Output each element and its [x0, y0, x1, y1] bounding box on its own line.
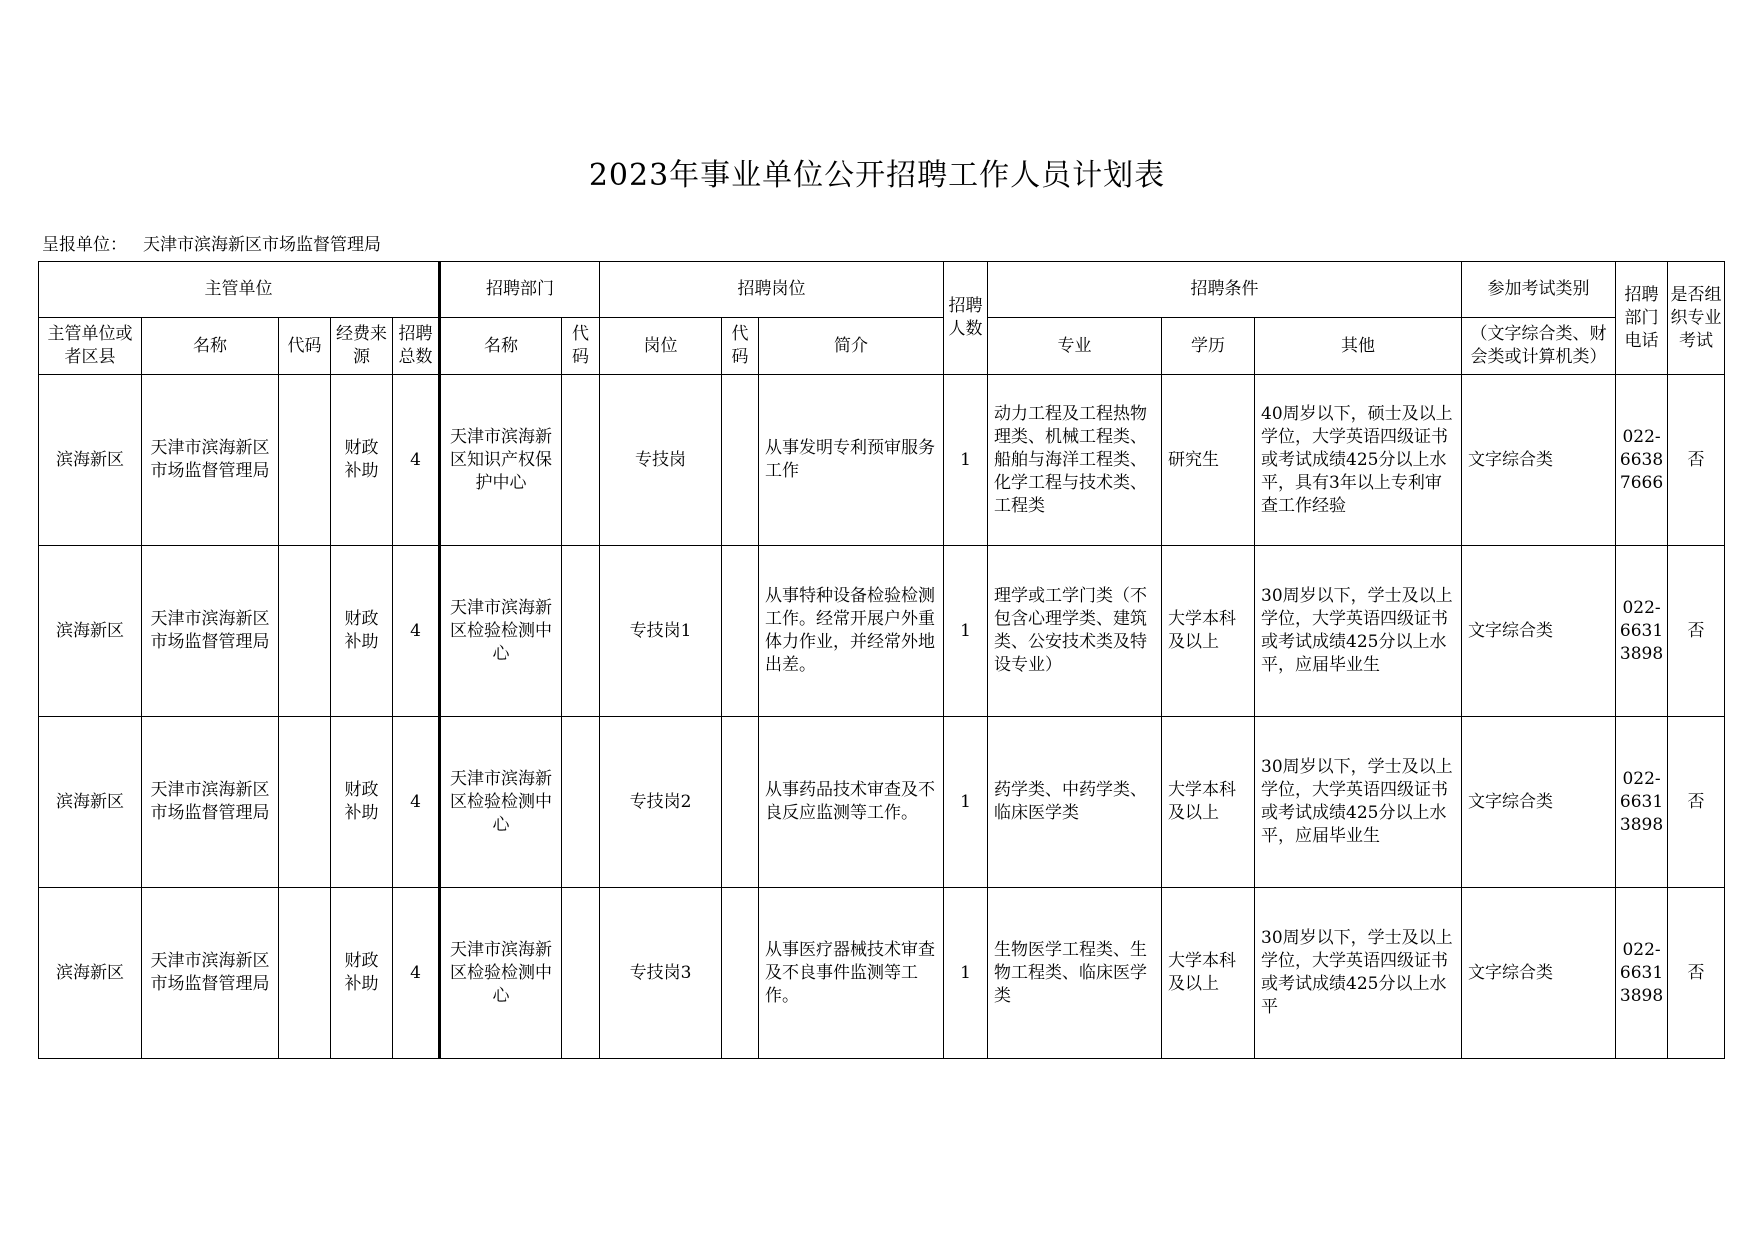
header-position-code: 代码: [722, 318, 759, 375]
header-funding-source: 经费来源: [331, 318, 393, 375]
cell-district: 滨海新区: [39, 717, 142, 888]
cell-supervisor-name: 天津市滨海新区市场监督管理局: [142, 375, 279, 546]
cell-supervisor-name: 天津市滨海新区市场监督管理局: [142, 546, 279, 717]
header-position-intro: 简介: [759, 318, 944, 375]
cell-exam: 文字综合类: [1462, 888, 1616, 1059]
cell-organize: 否: [1668, 375, 1725, 546]
header-other-conditions: 其他: [1255, 318, 1462, 375]
header-dept-phone: 招聘部门电话: [1616, 262, 1668, 375]
cell-major: 生物医学工程类、生物工程类、临床医学类: [988, 888, 1162, 1059]
table-row: [39, 717, 1725, 888]
cell-intro: 从事发明专利预审服务工作: [759, 375, 944, 546]
cell-funding: 财政补助: [331, 717, 393, 888]
cell-organize: 否: [1668, 717, 1725, 888]
cell-dept-code: [562, 888, 600, 1059]
cell-intro: 从事药品技术审查及不良反应监测等工作。: [759, 717, 944, 888]
table-row: [39, 888, 1725, 1059]
cell-other: 30周岁以下，学士及以上学位，大学英语四级证书或考试成绩425分以上水平，应届毕业生: [1255, 546, 1462, 717]
cell-other: 30周岁以下，学士及以上学位，大学英语四级证书或考试成绩425分以上水平: [1255, 888, 1462, 1059]
header-recruit-conditions: 招聘条件: [988, 262, 1462, 318]
cell-funding: 财政补助: [331, 375, 393, 546]
cell-supervisor-code: [279, 375, 331, 546]
cell-education: 大学本科及以上: [1162, 717, 1255, 888]
cell-position: 专技岗2: [600, 717, 722, 888]
cell-organize: 否: [1668, 546, 1725, 717]
cell-supervisor-code: [279, 717, 331, 888]
cell-total: 4: [393, 546, 440, 717]
cell-position-code: [722, 375, 759, 546]
cell-funding: 财政补助: [331, 546, 393, 717]
cell-organize: 否: [1668, 888, 1725, 1059]
reporting-unit: [42, 230, 381, 255]
cell-other: 40周岁以下，硕士及以上学位，大学英语四级证书或考试成绩425分以上水平，具有3年以上专利审查工作经验: [1255, 375, 1462, 546]
header-total-recruits: 招聘总数: [393, 318, 440, 375]
cell-district: 滨海新区: [39, 888, 142, 1059]
cell-phone: 022-66313898: [1616, 546, 1668, 717]
cell-major: 动力工程及工程热物理类、机械工程类、船舶与海洋工程类、化学工程与技术类、工程类: [988, 375, 1162, 546]
cell-exam: 文字综合类: [1462, 717, 1616, 888]
cell-dept-name: 天津市滨海新区知识产权保护中心: [440, 375, 562, 546]
exam-note-text: （文字综合类、财会类或计算机类）: [1470, 324, 1607, 367]
header-major: 专业: [988, 318, 1162, 375]
cell-major: 药学类、中药学类、临床医学类: [988, 717, 1162, 888]
cell-supervisor-code: [279, 888, 331, 1059]
header-dept-code: 代码: [562, 318, 600, 375]
cell-count: 1: [944, 717, 988, 888]
cell-position: 专技岗3: [600, 888, 722, 1059]
cell-supervisor-name: 天津市滨海新区市场监督管理局: [142, 888, 279, 1059]
cell-phone: 022-66313898: [1616, 717, 1668, 888]
cell-count: 1: [944, 375, 988, 546]
cell-position-code: [722, 546, 759, 717]
cell-supervisor-code: [279, 546, 331, 717]
cell-exam: 文字综合类: [1462, 546, 1616, 717]
header-education: 学历: [1162, 318, 1255, 375]
header-exam-note: [1462, 318, 1616, 375]
cell-total: 4: [393, 717, 440, 888]
header-recruiting-position: 招聘岗位: [600, 262, 944, 318]
cell-count: 1: [944, 888, 988, 1059]
cell-total: 4: [393, 375, 440, 546]
cell-count: 1: [944, 546, 988, 717]
cell-dept-name: 天津市滨海新区检验检测中心: [440, 888, 562, 1059]
header-recruiting-dept: 招聘部门: [440, 262, 600, 318]
cell-dept-name: 天津市滨海新区检验检测中心: [440, 717, 562, 888]
cell-education: 大学本科及以上: [1162, 888, 1255, 1059]
header-supervisor-name: 名称: [142, 318, 279, 375]
table-row: [39, 375, 1725, 546]
reporting-unit-value: 天津市滨海新区市场监督管理局: [143, 235, 381, 255]
cell-dept-code: [562, 375, 600, 546]
cell-exam: 文字综合类: [1462, 375, 1616, 546]
cell-phone: 022-66313898: [1616, 888, 1668, 1059]
header-supervisor-unit: 主管单位: [39, 262, 440, 318]
reporting-unit-label: 呈报单位：: [42, 235, 127, 255]
cell-position-code: [722, 888, 759, 1059]
cell-position: 专技岗1: [600, 546, 722, 717]
header-organize-exam: 是否组织专业考试: [1668, 262, 1725, 375]
cell-dept-name: 天津市滨海新区检验检测中心: [440, 546, 562, 717]
cell-other: 30周岁以下，学士及以上学位，大学英语四级证书或考试成绩425分以上水平，应届毕业生: [1255, 717, 1462, 888]
cell-dept-code: [562, 717, 600, 888]
cell-education: 研究生: [1162, 375, 1255, 546]
page-title: 2023年事业单位公开招聘工作人员计划表: [588, 158, 1166, 193]
cell-phone: 022-66387666: [1616, 375, 1668, 546]
header-supervisor-code: 代码: [279, 318, 331, 375]
recruitment-plan-table: [38, 261, 1725, 1059]
cell-position: 专技岗: [600, 375, 722, 546]
cell-dept-code: [562, 546, 600, 717]
cell-district: 滨海新区: [39, 546, 142, 717]
header-row-2: [39, 318, 1725, 375]
cell-major: 理学或工学门类（不包含心理学类、建筑类、公安技术类及特设专业）: [988, 546, 1162, 717]
cell-funding: 财政补助: [331, 888, 393, 1059]
cell-intro: 从事特种设备检验检测工作。经常开展户外重体力作业，并经常外地出差。: [759, 546, 944, 717]
cell-total: 4: [393, 888, 440, 1059]
cell-district: 滨海新区: [39, 375, 142, 546]
header-row-1: [39, 262, 1725, 318]
table-row: [39, 546, 1725, 717]
header-supervisor-district: 主管单位或者区县: [39, 318, 142, 375]
cell-supervisor-name: 天津市滨海新区市场监督管理局: [142, 717, 279, 888]
header-recruit-count: 招聘人数: [944, 262, 988, 375]
header-exam-category: 参加考试类别: [1462, 262, 1616, 318]
cell-intro: 从事医疗器械技术审查及不良事件监测等工作。: [759, 888, 944, 1059]
cell-education: 大学本科及以上: [1162, 546, 1255, 717]
header-dept-name: 名称: [440, 318, 562, 375]
header-position: 岗位: [600, 318, 722, 375]
cell-position-code: [722, 717, 759, 888]
